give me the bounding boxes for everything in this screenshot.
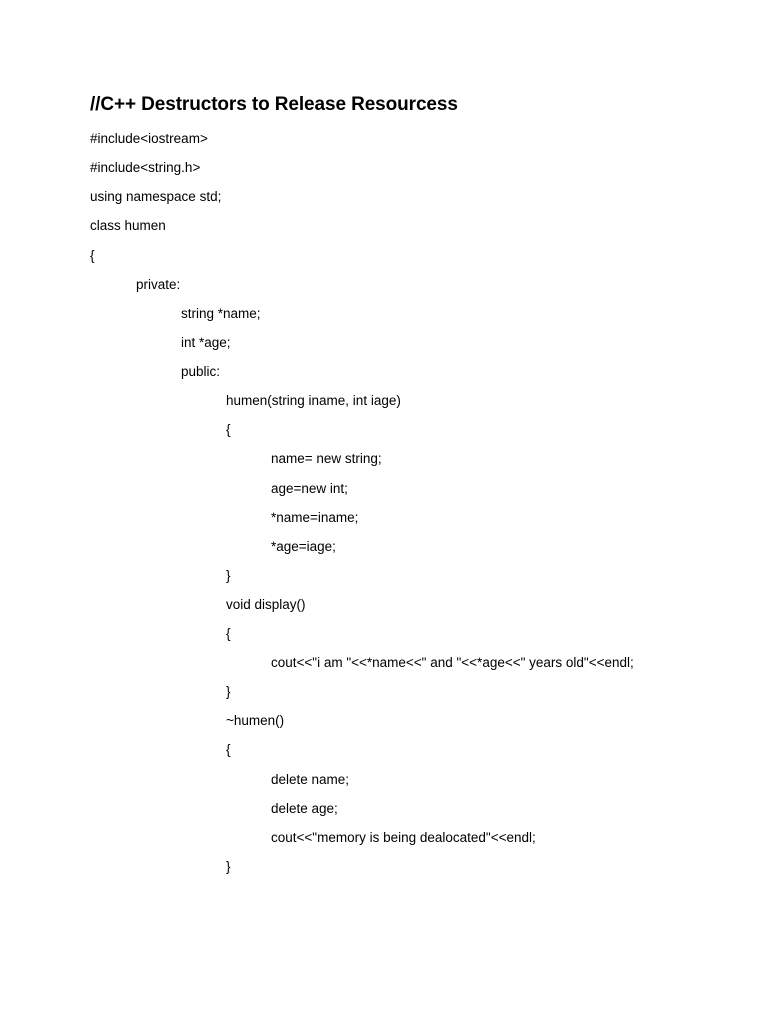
code-line-delete-age: delete age; [271, 801, 338, 816]
code-line-constructor: humen(string iname, int iage) [226, 393, 401, 408]
code-line-class-open-brace: { [90, 248, 95, 263]
code-line-age-member: int *age; [181, 335, 231, 350]
code-line-destructor: ~humen() [226, 713, 285, 728]
code-line-public: public: [181, 364, 221, 379]
code-line-delete-name: delete name; [271, 772, 350, 787]
code-line-name-assign: *name=iname; [271, 510, 359, 525]
code-line-age-alloc: age=new int; [271, 481, 348, 496]
code-line-constructor-close-brace: } [226, 568, 231, 583]
code-line-class-declaration: class humen [90, 218, 166, 233]
code-line-constructor-open-brace: { [226, 422, 231, 437]
code-line-destructor-close-brace: } [226, 859, 231, 874]
document-title: //C++ Destructors to Release Resourcess [90, 94, 458, 115]
code-line-include-string: #include<string.h> [90, 160, 201, 175]
code-line-display-method: void display() [226, 597, 306, 612]
code-line-private: private: [136, 277, 181, 292]
code-line-destructor-open-brace: { [226, 742, 231, 757]
code-line-include-iostream: #include<iostream> [90, 131, 208, 146]
code-line-name-alloc: name= new string; [271, 451, 382, 466]
code-line-name-member: string *name; [181, 306, 261, 321]
code-line-display-close-brace: } [226, 684, 231, 699]
code-line-cout-dealloc: cout<<"memory is being dealocated"<<endl; [271, 830, 536, 845]
code-line-age-assign: *age=iage; [271, 539, 336, 554]
code-line-display-open-brace: { [226, 626, 231, 641]
code-line-cout-display: cout<<"i am "<<*name<<" and "<<*age<<" years old"<<endl; [271, 655, 634, 670]
code-line-using-namespace: using namespace std; [90, 189, 222, 204]
